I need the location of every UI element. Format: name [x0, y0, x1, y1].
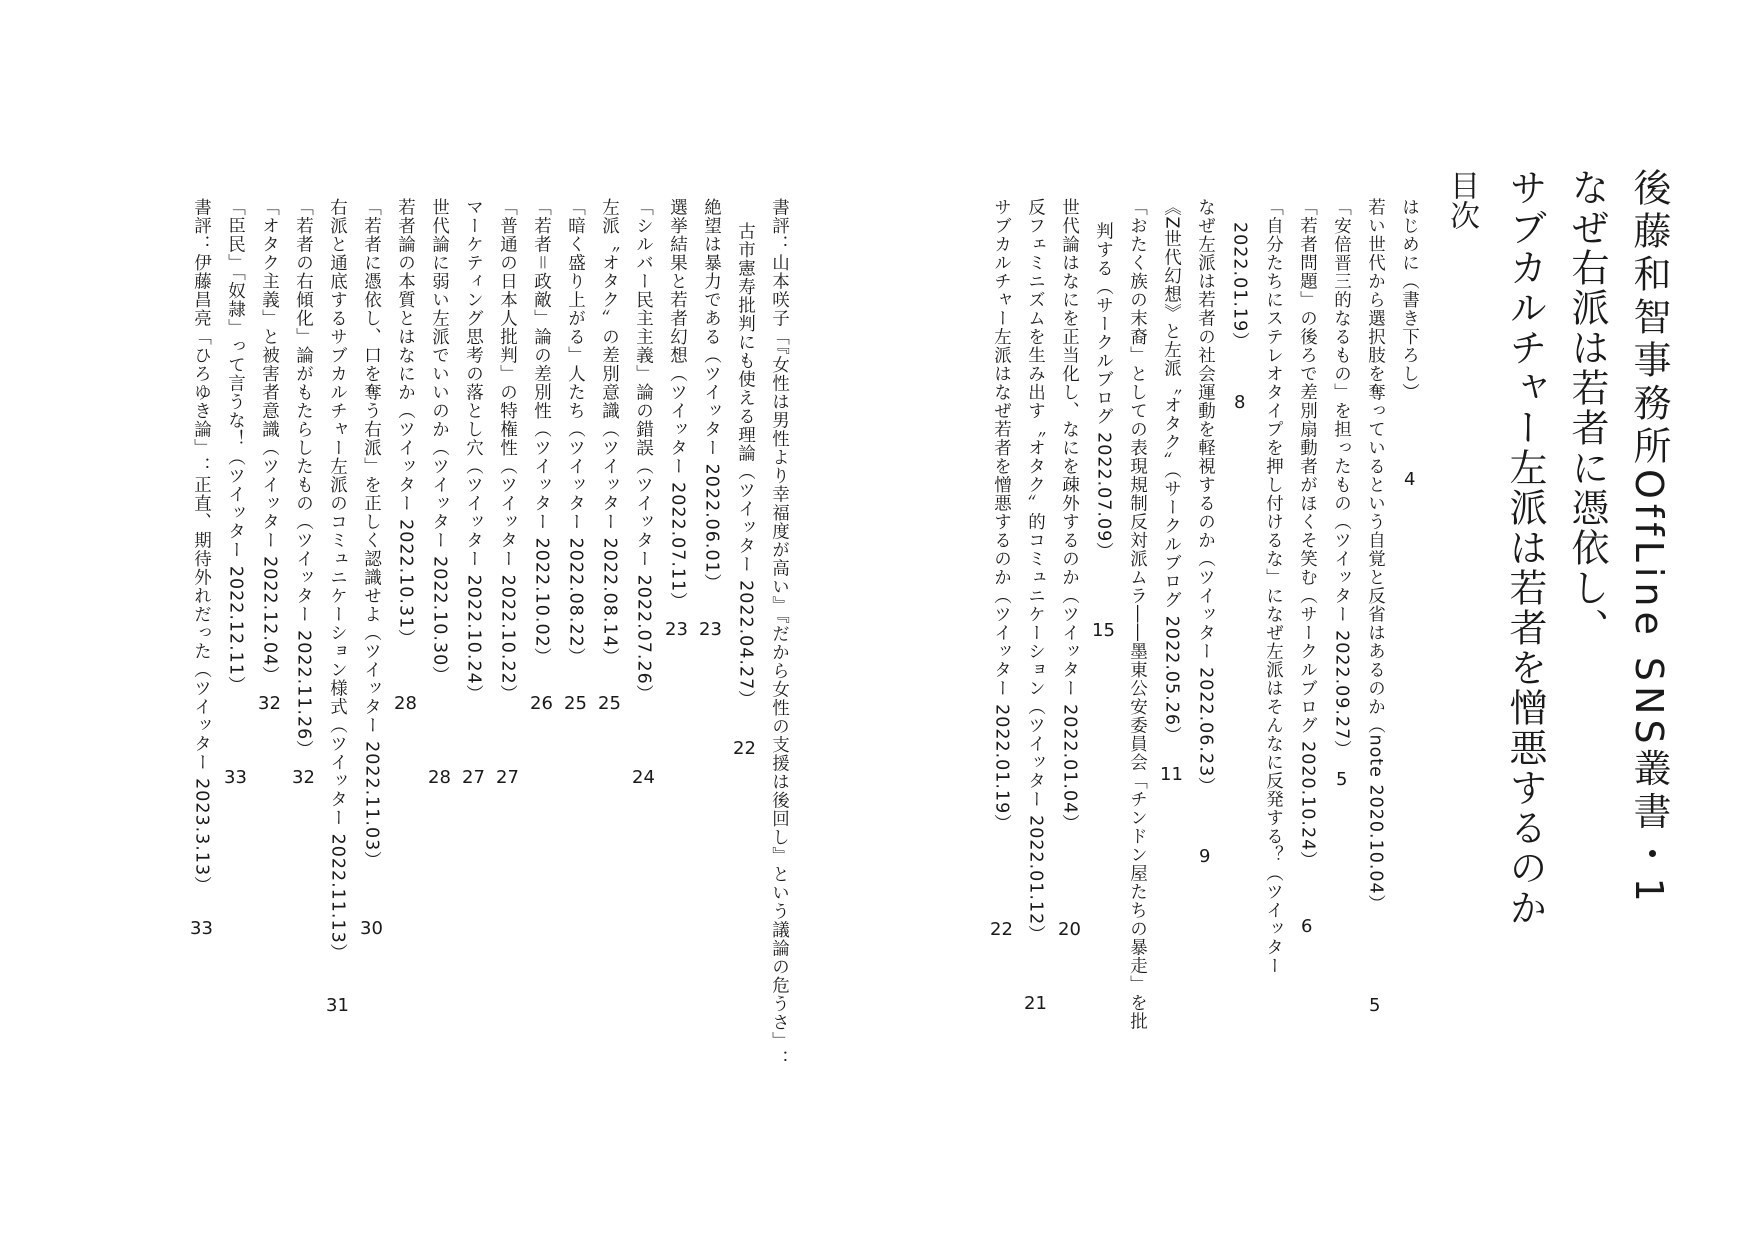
toc-page-number: 26	[530, 693, 553, 714]
toc-page-number: 15	[1092, 620, 1115, 641]
toc-page-number: 33	[224, 767, 247, 788]
toc-page-number: 27	[462, 767, 485, 788]
toc-entry-text: 「若者の右傾化」論がもたらしたもの（ツイッター 2022.11.26）	[293, 198, 314, 759]
book-title-line-2: サブカルチャー左派は若者を憎悪するのか	[1503, 168, 1547, 928]
toc-page-number: 21	[1024, 993, 1047, 1014]
toc-entry-text: サブカルチャー左派はなぜ若者を憎悪するのか（ツイッター 2022.01.19）	[991, 198, 1012, 833]
toc-page-number: 22	[733, 738, 756, 759]
toc-page-number: 32	[292, 767, 315, 788]
toc-entry-text: 世代論に弱い左派でいいのか（ツイッター 2022.10.30）	[429, 198, 450, 685]
toc-entry-text: 絶望は暴力である（ツイッター 2022.06.01）	[701, 198, 722, 593]
toc-entry-text: 「オタク主義」と被害者意識（ツイッター 2022.12.04）	[259, 198, 280, 685]
toc-entry-text-continued: 判する（サークルブログ 2022.07.09）	[1093, 222, 1114, 561]
toc-entry-text: 「安倍晋三的なるもの」を担ったもの（ツイッター 2022.09.27）	[1331, 198, 1352, 759]
toc-entry-text: なぜ左派は若者の社会運動を軽視するのか（ツイッター 2022.06.23）	[1195, 198, 1216, 796]
toc-page-number: 23	[665, 619, 688, 640]
book-title-line-1: なぜ右派は若者に憑依し、	[1565, 168, 1609, 648]
toc-entry-text: 「臣民」「奴隷」って言うな！（ツイッター 2022.12.11）	[225, 198, 246, 695]
toc-entry-text-continued: 古市憲寿批判にも使える理論（ツイッター 2022.04.27）	[735, 222, 756, 709]
toc-entry-text: 若い世代から選択肢を奪っているという自覚と反省はあるのか（note 2020.10.04）	[1365, 198, 1386, 914]
toc-page-number: 20	[1058, 919, 1081, 940]
toc-page-number: 28	[394, 693, 417, 714]
toc-entry-text: 「暗く盛り上がる」人たち（ツイッター 2022.08.22）	[565, 198, 586, 667]
toc-page-number: 11	[1160, 764, 1183, 785]
toc-entry-text: 《Z世代幻想》と左派〝オタク〟（サークルブログ 2022.05.26）	[1161, 198, 1182, 745]
toc-page-number: 9	[1199, 846, 1211, 867]
toc-page-number: 33	[190, 918, 213, 939]
toc-page-number: 8	[1234, 392, 1246, 413]
toc-page-number: 23	[699, 619, 722, 640]
toc-page-number: 25	[564, 693, 587, 714]
toc-entry-text: 「シルバー民主主義」論の錯誤（ツイッター 2022.07.26）	[633, 198, 654, 704]
toc-entry-text: 書評：山本咲子「『女性は男性より幸福度が高い』『だから女性の支援は後回し』という議論の危うさ」：	[769, 198, 790, 1069]
toc-page-number: 4	[1404, 469, 1416, 490]
toc-entry-text: 反フェミニズムを生み出す〝オタク〟的コミュニケーション（ツイッター 2022.01.12）	[1025, 198, 1046, 944]
toc-entry-text: 「おたく族の末裔」としての表現規制反対派ムラ――墨東公安委員会「チンドン屋たちの暴走」を批	[1127, 198, 1148, 1031]
toc-entry-text: 「若者に憑依し、口を奪う右派」を正しく認識せよ（ツイッター 2022.11.03）	[361, 198, 382, 870]
toc-page-number: 28	[428, 767, 451, 788]
toc-entry-text: 世代論はなにを正当化し、なにを疎外するのか（ツイッター 2022.01.04）	[1059, 198, 1080, 833]
toc-page-number: 24	[632, 767, 655, 788]
toc-page-number: 6	[1301, 916, 1313, 937]
toc-page-number: 5	[1369, 995, 1381, 1016]
toc-page-number: 5	[1336, 769, 1348, 790]
toc-page-number: 32	[258, 693, 281, 714]
toc-entry-text: 「自分たちにステレオタイプを押し付けるな」になぜ左派はそんなに反発する？（ツイッター	[1263, 198, 1284, 975]
toc-entry-text: 「普通の日本人批判」の特権性（ツイッター 2022.10.22）	[497, 198, 518, 704]
toc-entry-text-continued: 2022.01.19）	[1229, 222, 1250, 351]
toc-entry-text: 書評：伊藤昌亮「ひろゆき論」：正直、期待外れだった（ツイッター 2023.3.13）	[191, 198, 212, 895]
toc-page-number: 27	[496, 767, 519, 788]
toc-entry-text: 若者論の本質とはなにか（ツイッター 2022.10.31）	[395, 198, 416, 648]
toc-page-number: 25	[598, 693, 621, 714]
toc-page-number: 22	[990, 919, 1013, 940]
toc-page-number: 31	[326, 995, 349, 1016]
toc-entry-text: マーケティング思考の落とし穴（ツイッター 2022.10.24）	[463, 198, 484, 704]
toc-entry-text: 「若者＝政敵」論の差別性（ツイッター 2022.10.02）	[531, 198, 552, 667]
series-title: 後藤和智事務所OffLine SNS叢書・1	[1627, 168, 1671, 907]
toc-entry-text: 選挙結果と若者幻想（ツイッター 2022.07.11）	[667, 198, 688, 611]
toc-entry-text: はじめに（書き下ろし）	[1399, 198, 1420, 402]
toc-heading: 目次	[1444, 170, 1479, 230]
toc-entry-text: 左派〝オタク〟の差別意識（ツイッター 2022.08.14）	[599, 198, 620, 667]
toc-entry-text: 「若者問題」の後ろで差別扇動者がほくそ笑む（サークルブログ 2020.10.24）	[1297, 198, 1318, 870]
toc-page-number: 30	[360, 918, 383, 939]
toc-entry-text: 右派と通底するサブカルチャー左派のコミュニケーション様式（ツイッター 2022.11.13）	[327, 198, 348, 963]
